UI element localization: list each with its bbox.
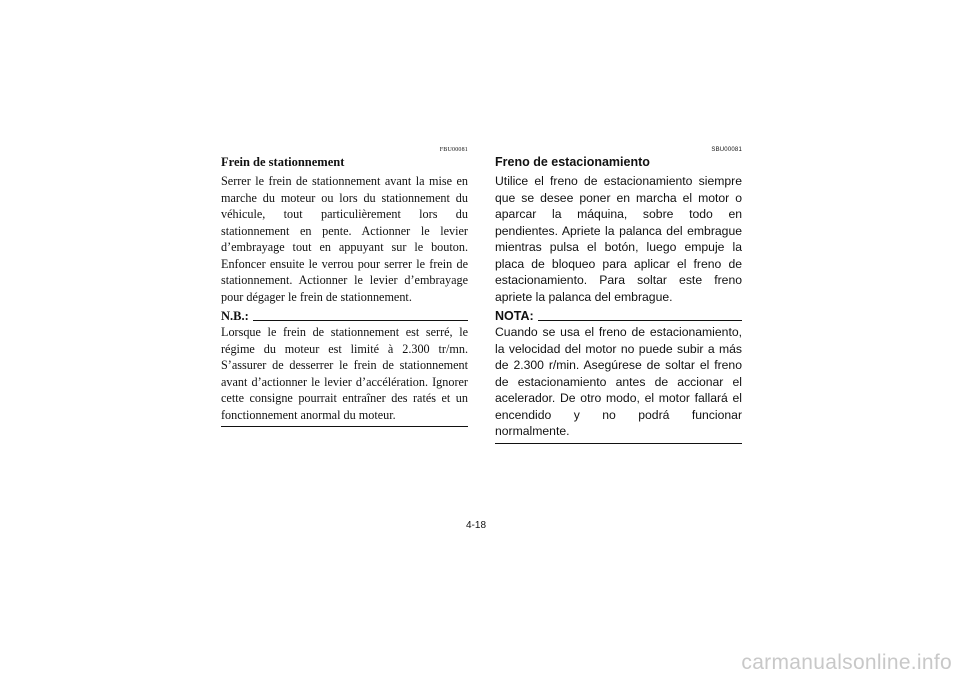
note-end-rule <box>221 426 468 427</box>
note-header <box>495 308 742 324</box>
page-number: 4-18 <box>466 520 487 531</box>
section-title: Freno de estacionamiento <box>495 155 650 169</box>
section-body: Utilice el freno de estacionamiento siempre que se desee poner en marcha el motor o aparcar la máquina, sobre todo en pendientes. Apriete la palanca del embrague mientras pulsa el botón, luego empuje la placa de bloqueo para aplicar el freno de estacionamiento. Para soltar este freno apriete la palanca del embrague. <box>495 174 742 304</box>
note-label: NOTA: <box>495 309 534 323</box>
section-code: FBU00081 <box>439 147 468 153</box>
note-rule <box>253 320 468 321</box>
note-end-rule <box>495 443 742 444</box>
section-code: SBU00081 <box>711 147 742 153</box>
spanish-column <box>495 146 742 444</box>
note-body: Lorsque le frein de stationnement est serré, le régime du moteur est limité à 2.300 tr/mn. S’assurer de desserrer le frein de stationnement avant d’actionner le levier d’accélération. Ignorer cette consigne pourrait entraîner des ratés et un fonctionnement anormal du moteur. <box>221 325 468 422</box>
watermark: carmanualsonline.info <box>741 651 952 674</box>
note-header <box>221 308 468 324</box>
note-body: Cuando se usa el freno de estacionamiento, la velocidad del motor no puede subir a más de 2.300 r/min. Asegúrese de soltar el freno de estacionamiento antes de accionar el acelerador. De otro modo, el motor fallará el encendido y no podrá funcionar normalmente. <box>495 325 742 438</box>
section-title: Frein de stationnement <box>221 155 345 169</box>
section-body: Serrer le frein de stationnement avant la mise en marche du moteur ou lors du stationnement du véhicule, tout particulièrement lors du stationnement en pente. Actionner le levier d’embrayage tout en appuyant sur le bouton. Enfoncer ensuite le verrou pour serrer le frein de stationnement. Actionner le levier d’embrayage pour dégager le frein de stationnement. <box>221 174 468 304</box>
french-column <box>221 146 468 427</box>
note-label: N.B.: <box>221 309 249 323</box>
note-rule <box>538 320 742 321</box>
